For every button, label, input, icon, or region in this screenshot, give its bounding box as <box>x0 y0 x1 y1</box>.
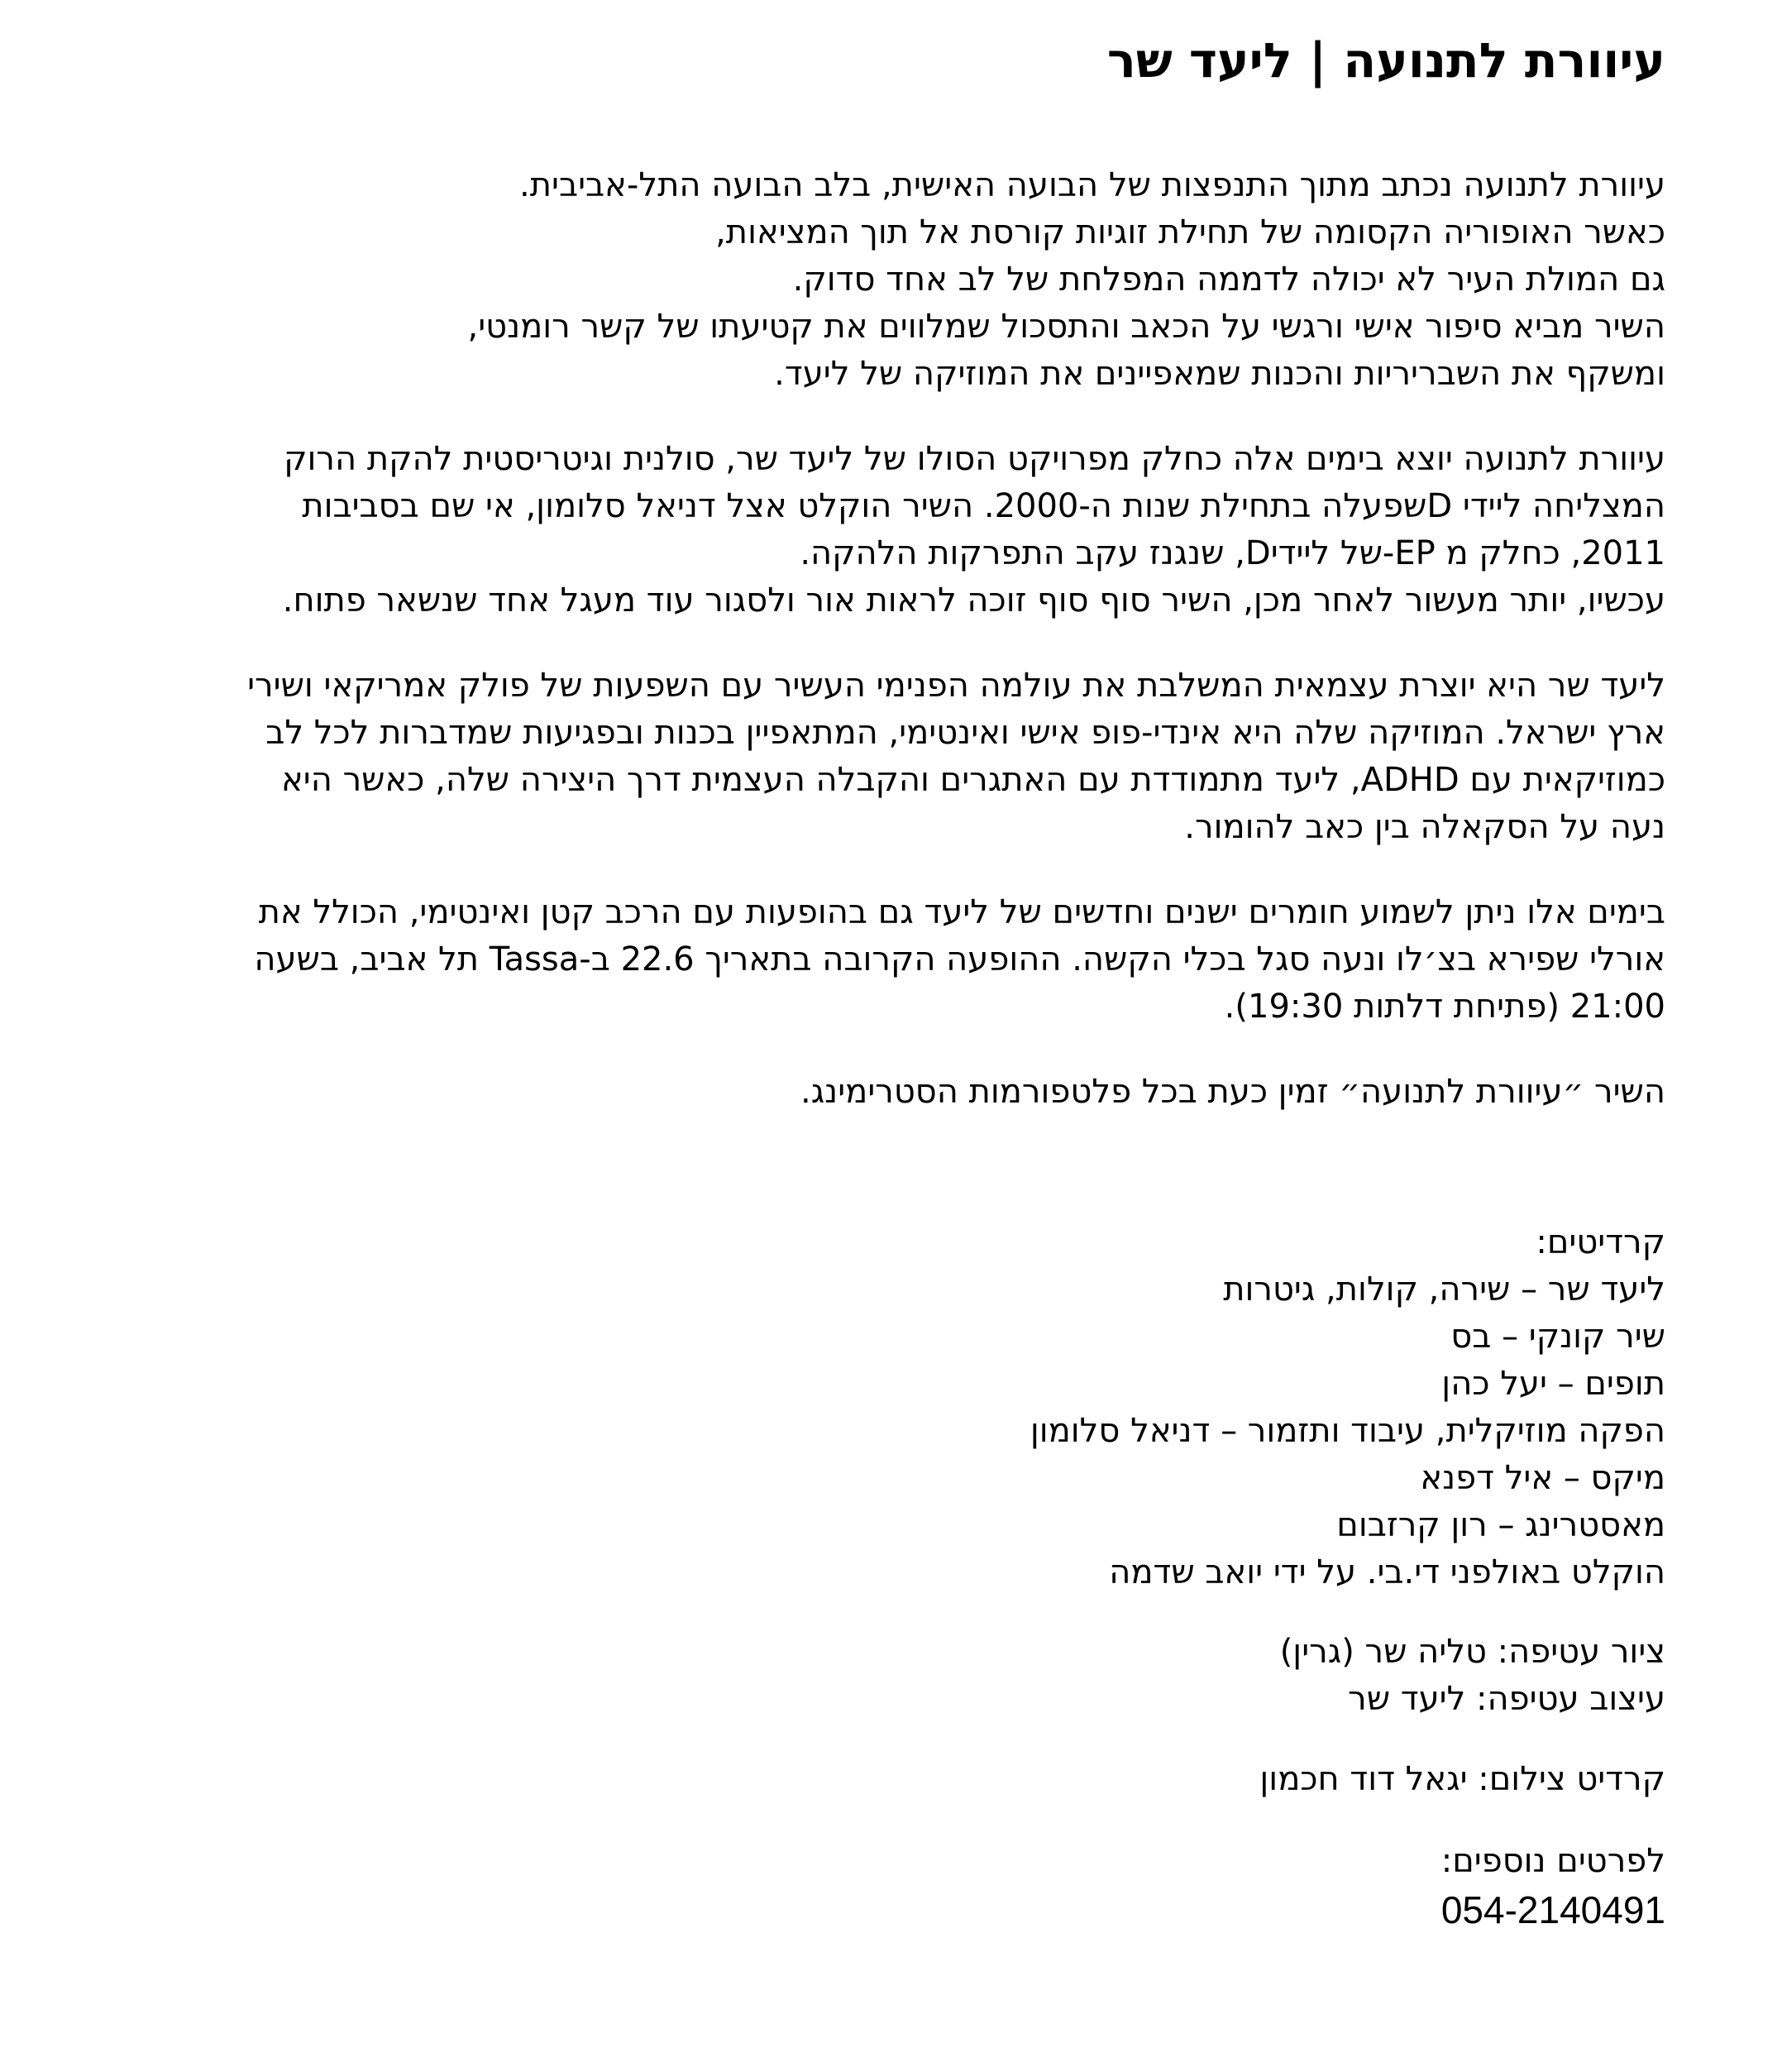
text-line: עיוורת לתנועה נכתב מתוך התנפצות של הבועה האישית, בלב הבועה התל-אביבית. <box>519 166 1665 204</box>
text-line: המצליחה ליידי Dשפעלה בתחילת שנות ה-2000. השיר הוקלט אצל דניאל סלומון, אי שם בסביבות <box>302 487 1665 525</box>
cover-illustration-credit: ציור עטיפה: טליה שר (גרין) <box>1279 1633 1665 1671</box>
text-line: השיר מביא סיפור אישי ורגשי על הכאב והתסכול שמלווים את קטיעתו של קשר רומנטי, <box>467 308 1665 346</box>
text-line: גם המולת העיר לא יכולה לדממה המפלחת של לב אחד סדוק. <box>792 261 1665 299</box>
text-line: השיר ״עיוורת לתנועה״ זמין כעת בכל פלטפורמות הסטרימינג. <box>800 1073 1665 1111</box>
credits-heading: קרדיטים: <box>1536 1223 1665 1261</box>
photo-credit: קרדיט צילום: יגאל דוד חכמון <box>1259 1760 1665 1798</box>
text-line: כאשר האופוריה הקסומה של תחילת זוגיות קורסת אל תוך המציאות, <box>715 213 1665 251</box>
text-line: ומשקף את השבריריות והכנות שמאפיינים את המוזיקה של ליעד. <box>774 355 1665 393</box>
contact-phone: 054-2140491 <box>1440 1888 1665 1931</box>
text-line: עיוורת לתנועה יוצא בימים אלה כחלק מפרויקט הסולו של ליעד שר, סולנית וגיטריסטית להקת הרוק <box>284 440 1665 478</box>
paragraph-streaming <box>66 1069 1665 1116</box>
text-line: אורלי שפירא בצ׳לו ונעה סגל בכלי הקשה. ההופעה הקרובה בתאריך 22.6 ב-Tassa תל אביב, בשעה <box>254 940 1665 979</box>
text-line: ארץ ישראל. המוזיקה שלה היא אינדי-פופ אישי ואינטימי, המתאפיין בכנות ובפגיעות שמדברות לכל לב <box>265 714 1665 752</box>
paragraph-song-background <box>66 162 1665 398</box>
contact-label: לפרטים נוספים: <box>1440 1842 1665 1880</box>
credit-item: מיקס – איל דפנא <box>1420 1459 1665 1497</box>
text-line: עכשיו, יותר מעשור לאחר מכן, השיר סוף סוף זוכה לראות אור ולסגור עוד מעגל אחד שנשאר פתוח. <box>282 581 1665 620</box>
text-line: כמוזיקאית עם ADHD, ליעד מתמודדת עם האתגרים והקבלה העצמית דרך היצירה שלה, כאשר היא <box>281 761 1665 799</box>
credits-list <box>66 1219 1665 1596</box>
credit-item: מאסטרינג – רון קרזבום <box>1336 1506 1665 1544</box>
text-line: 21:00 (פתיחת דלתות 19:30). <box>1224 988 1665 1026</box>
text-line: נעה על הסקאלה בין כאב להומור. <box>1184 808 1665 846</box>
document-title: עיוורת לתנועה | ליעד שר <box>1106 32 1665 89</box>
credit-item: הוקלט באולפני די.בי. על ידי יואב שדמה <box>1109 1553 1665 1591</box>
text-line: בימים אלו ניתן לשמוע חומרים ישנים וחדשים של ליעד גם בהופעות עם הרכב קטן ואינטימי, הכולל את <box>258 893 1665 931</box>
contact-block <box>66 1838 1665 1935</box>
paragraph-release-history <box>66 436 1665 624</box>
credit-item: הפקה מוזיקלית, עיבוד ותזמור – דניאל סלומון <box>1030 1412 1665 1450</box>
paragraph-live-shows <box>66 889 1665 1031</box>
photo-credit-block <box>66 1756 1665 1803</box>
text-line: ליעד שר היא יוצרת עצמאית המשלבת את עולמה הפנימי העשיר עם השפעות של פולק אמריקאי ושירי <box>247 667 1665 705</box>
credit-item: ליעד שר – שירה, קולות, גיטרות <box>1223 1270 1665 1309</box>
cover-design-credit: עיצוב עטיפה: ליעד שר <box>1348 1680 1665 1718</box>
cover-credits <box>66 1629 1665 1723</box>
credit-item: שיר קונקי – בס <box>1450 1318 1665 1356</box>
credit-item: תופים – יעל כהן <box>1441 1365 1665 1403</box>
paragraph-artist-bio <box>66 663 1665 851</box>
text-line: 2011, כחלק מ EP-של ליידיD, שנגנז עקב התפרקות הלהקה. <box>800 534 1665 572</box>
